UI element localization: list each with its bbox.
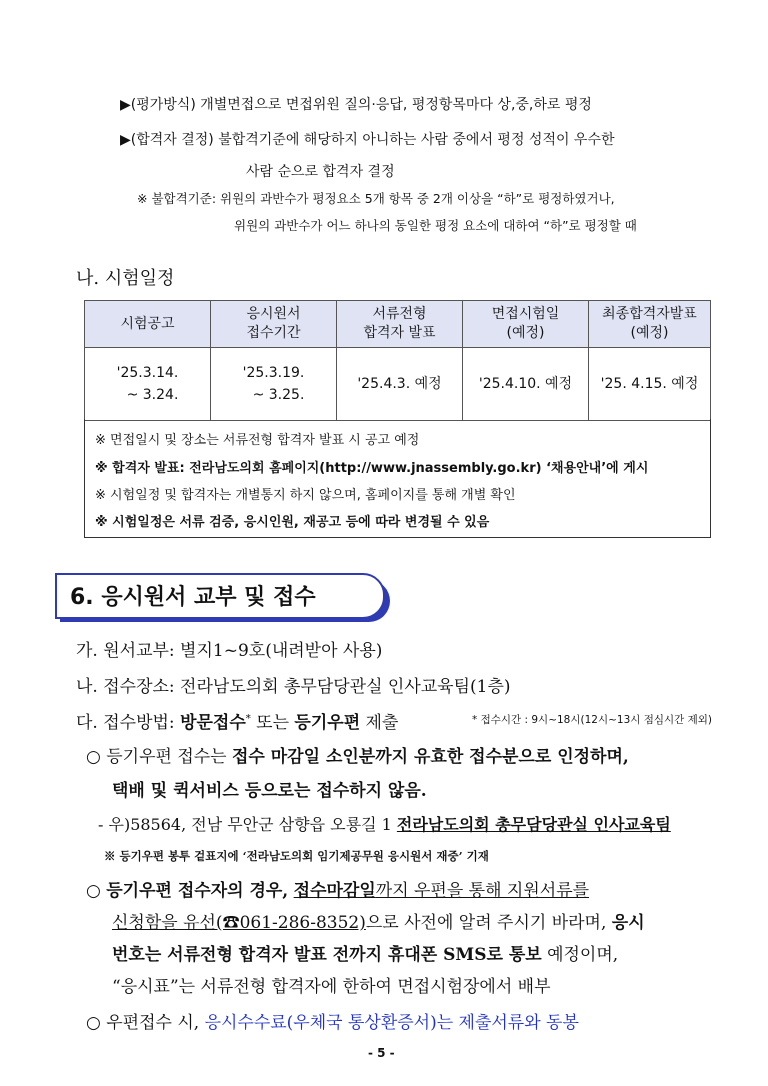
method-mail: 등기우편 xyxy=(294,713,361,733)
phone-contact: 신청함을 유선(☎061-286-8352) xyxy=(112,913,366,933)
bullet-mail-applicant-l4: “응시표”는 서류전형 합격자에 한하여 면접시험장에서 배부 xyxy=(112,977,551,997)
section-6-title: 6. 응시원서 교부 및 접수 xyxy=(70,585,316,610)
bullet-mail-applicant: ○ 등기우편 접수자의 경우, 접수마감일까지 우편을 통해 지원서류를 xyxy=(86,881,590,901)
header-document-result: 서류전형 합격자 발표 xyxy=(337,301,463,348)
header-application-period: 응시원서 접수기간 xyxy=(211,301,337,348)
date-final-result: '25. 4.15. 예정 xyxy=(589,348,711,421)
bullet-mail-applicant-l3: 번호는 서류전형 합격자 발표 전까지 휴대폰 SMS로 통보 예정이며, xyxy=(112,945,619,965)
fee-enclosure-note: 응시수수료(우체국 통상환증서)는 제출서류와 동봉 xyxy=(204,1013,579,1033)
bullet-registered-mail: ○ 등기우편 접수는 접수 마감일 소인분까지 유효한 접수분으로 인정하며, xyxy=(86,747,629,767)
fail-criteria-note: ※ 불합격기준: 위원의 과반수가 평정요소 5개 항목 중 2개 이상을 “하”로 평정하였거나, xyxy=(137,191,615,206)
schedule-heading: 나. 시험일정 xyxy=(76,268,175,289)
bullet-fee: ○ 우편접수 시, 응시수수료(우체국 통상환증서)는 제출서류와 동봉 xyxy=(86,1013,579,1033)
eval-method-line: ▶(평가방식) 개별면접으로 면접위원 질의·응답, 평정항목마다 상,중,하로 평정 xyxy=(120,97,592,113)
fail-criteria-note-cont: 위원의 과반수가 어느 하나의 동일한 평정 요소에 대하여 “하”로 평정할 때 xyxy=(234,218,637,233)
envelope-note: ※ 등기우편 봉투 겉표지에 ‘전라남도의회 임기제공무원 응시원서 재중’ 기재 xyxy=(104,849,489,863)
note-individual-check: ※ 시험일정 및 합격자는 개별통지 하지 않으며, 홈페이지를 통해 개별 확인 xyxy=(95,488,516,503)
item-ga-distribution: 가. 원서교부: 별지1~9호(내려받아 사용) xyxy=(76,641,383,661)
schedule-header-row xyxy=(85,301,711,348)
reception-hours-note: * 접수시간 : 9시~18시(12시~13시 점심시간 제외) xyxy=(472,714,713,726)
date-announcement: '25.3.14. ~ 3.24. xyxy=(85,348,211,421)
schedule-table xyxy=(84,300,711,421)
method-visit: 방문접수 xyxy=(180,713,246,733)
schedule-notes-box xyxy=(84,419,711,538)
date-document-result: '25.4.3. 예정 xyxy=(337,348,463,421)
note-schedule-change: ※ 시험일정은 서류 검증, 응시인원, 재공고 등에 따라 변경될 수 있음 xyxy=(95,515,490,530)
header-interview-date: 면접시험일 (예정) xyxy=(463,301,589,348)
pass-decision-line-cont: 사람 순으로 합격자 결정 xyxy=(246,164,395,180)
mailing-address: - 우)58564, 전남 무안군 삼향읍 오룡길 1 전라남도의회 총무담당관실 인사교육팀 xyxy=(98,815,671,834)
pass-decision-line: ▶(합격자 결정) 불합격기준에 해당하지 아니하는 사람 중에서 평정 성적이 우수한 xyxy=(120,132,615,148)
header-final-result: 최종합격자발표 (예정) xyxy=(589,301,711,348)
bullet-mail-applicant-l2: 신청함을 유선(☎061-286-8352)으로 사전에 알려 주시기 바라며, 응시 xyxy=(112,913,645,933)
date-interview: '25.4.10. 예정 xyxy=(463,348,589,421)
mailing-address-dept: 전라남도의회 총무담당관실 인사교육팀 xyxy=(396,815,671,834)
schedule-date-row xyxy=(85,348,711,421)
item-na-location: 나. 접수장소: 전라남도의회 총무담당관실 인사교육팀(1층) xyxy=(76,677,511,697)
note-result-announcement: ※ 합격자 발표: 전라남도의회 홈페이지(http://www.jnassembly.go.kr) ‘채용안내’에 게시 xyxy=(95,461,649,476)
date-application: '25.3.19. ~ 3.25. xyxy=(211,348,337,421)
item-da-method: 다. 접수방법: 방문접수* 또는 등기우편 제출 xyxy=(76,713,399,733)
header-announcement: 시험공고 xyxy=(85,301,211,348)
bullet-registered-mail-cont: 택배 및 퀵서비스 등으로는 접수하지 않음. xyxy=(112,781,427,801)
page-number: - 5 - xyxy=(368,1046,395,1060)
note-interview-venue: ※ 면접일시 및 장소는 서류전형 합격자 발표 시 공고 예정 xyxy=(95,433,420,448)
